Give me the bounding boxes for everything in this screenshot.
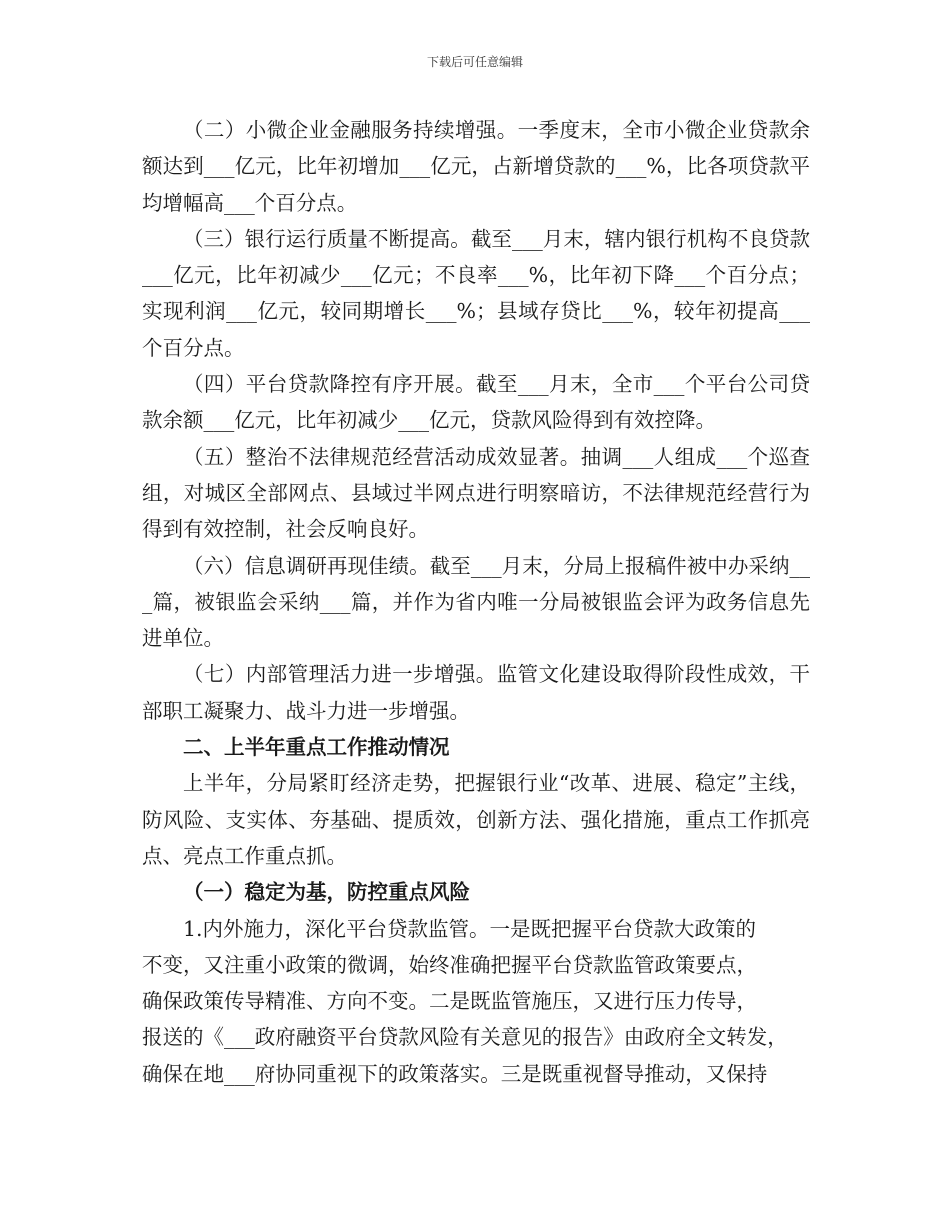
page-header: 下载后可任意编辑 (426, 55, 523, 69)
paragraph-platform-loans: （四）平台贷款降控有序开展。截至___月末，全市___个平台公司贷款余额___亿元，比年初减少___亿元，贷款风险得到有效控降。 (142, 372, 810, 433)
paragraph-small-micro-finance: （二）小微企业金融服务持续增强。一季度末，全市小微企业贷款余额达到___亿元，比年初增加___亿元，占新增贷款的___%，比各项贷款平均增幅高___个百分点。 (142, 118, 810, 215)
paragraph-internal-management: （七）内部管理活力进一步增强。监管文化建设取得阶段性成效，干部职工凝聚力、战斗力进一步增强。 (142, 662, 810, 723)
paragraph-section2-intro: 上半年，分局紧盯经济走势，把握银行业“改革、进展、稳定”主线，防风险、支实体、夯基础、提质效，创新方法、强化措施，重点工作抓亮点、亮点工作重点抓。 (142, 771, 810, 868)
paragraph-item1-line5: 确保在地___府协同重视下的政策落实。三是既重视督导推动，又保持 (142, 1061, 768, 1086)
paragraph-irregular-operations: （五）整治不法律规范经营活动成效显著。抽调___人组成___个巡查组，对城区全部网点、县域过半网点进行明察暗访，不法律规范经营行为得到有效控制，社会反响良好。 (142, 444, 810, 542)
paragraph-item1-line4: 报送的《___政府融资平台贷款风险有关意见的报告》由政府全文转发， (142, 1025, 788, 1050)
document-body (142, 112, 810, 1092)
paragraph-item1-line1: 1.内外施力，深化平台贷款监管。一是既把握平台贷款大政策的 (183, 916, 757, 941)
subsection-heading-1: （一）稳定为基，防控重点风险 (183, 880, 470, 905)
paragraph-bank-quality: （三）银行运行质量不断提高。截至___月末，辖内银行机构不良贷款___亿元，比年初减少___亿元；不良率___%，比年初下降___个百分点；实现利润___亿元，较同期增长___%；县域存贷比___%，较年初提高___个百分点。 (142, 226, 810, 360)
paragraph-information-research: （六）信息调研再现佳绩。截至___月末，分局上报稿件被中办采纳___篇，被银监会采纳___篇，并作为省内唯一分局被银监会评为政务信息先进单位。 (142, 553, 810, 651)
paragraph-item1-line2: 不变，又注重小政策的微调，始终准确把握平台贷款监管政策要点， (142, 952, 757, 977)
section-heading-2: 二、上半年重点工作推动情况 (183, 735, 450, 760)
paragraph-item1-line3: 确保政策传导精准、方向不变。二是既监管施压，又进行压力传导， (142, 989, 757, 1014)
